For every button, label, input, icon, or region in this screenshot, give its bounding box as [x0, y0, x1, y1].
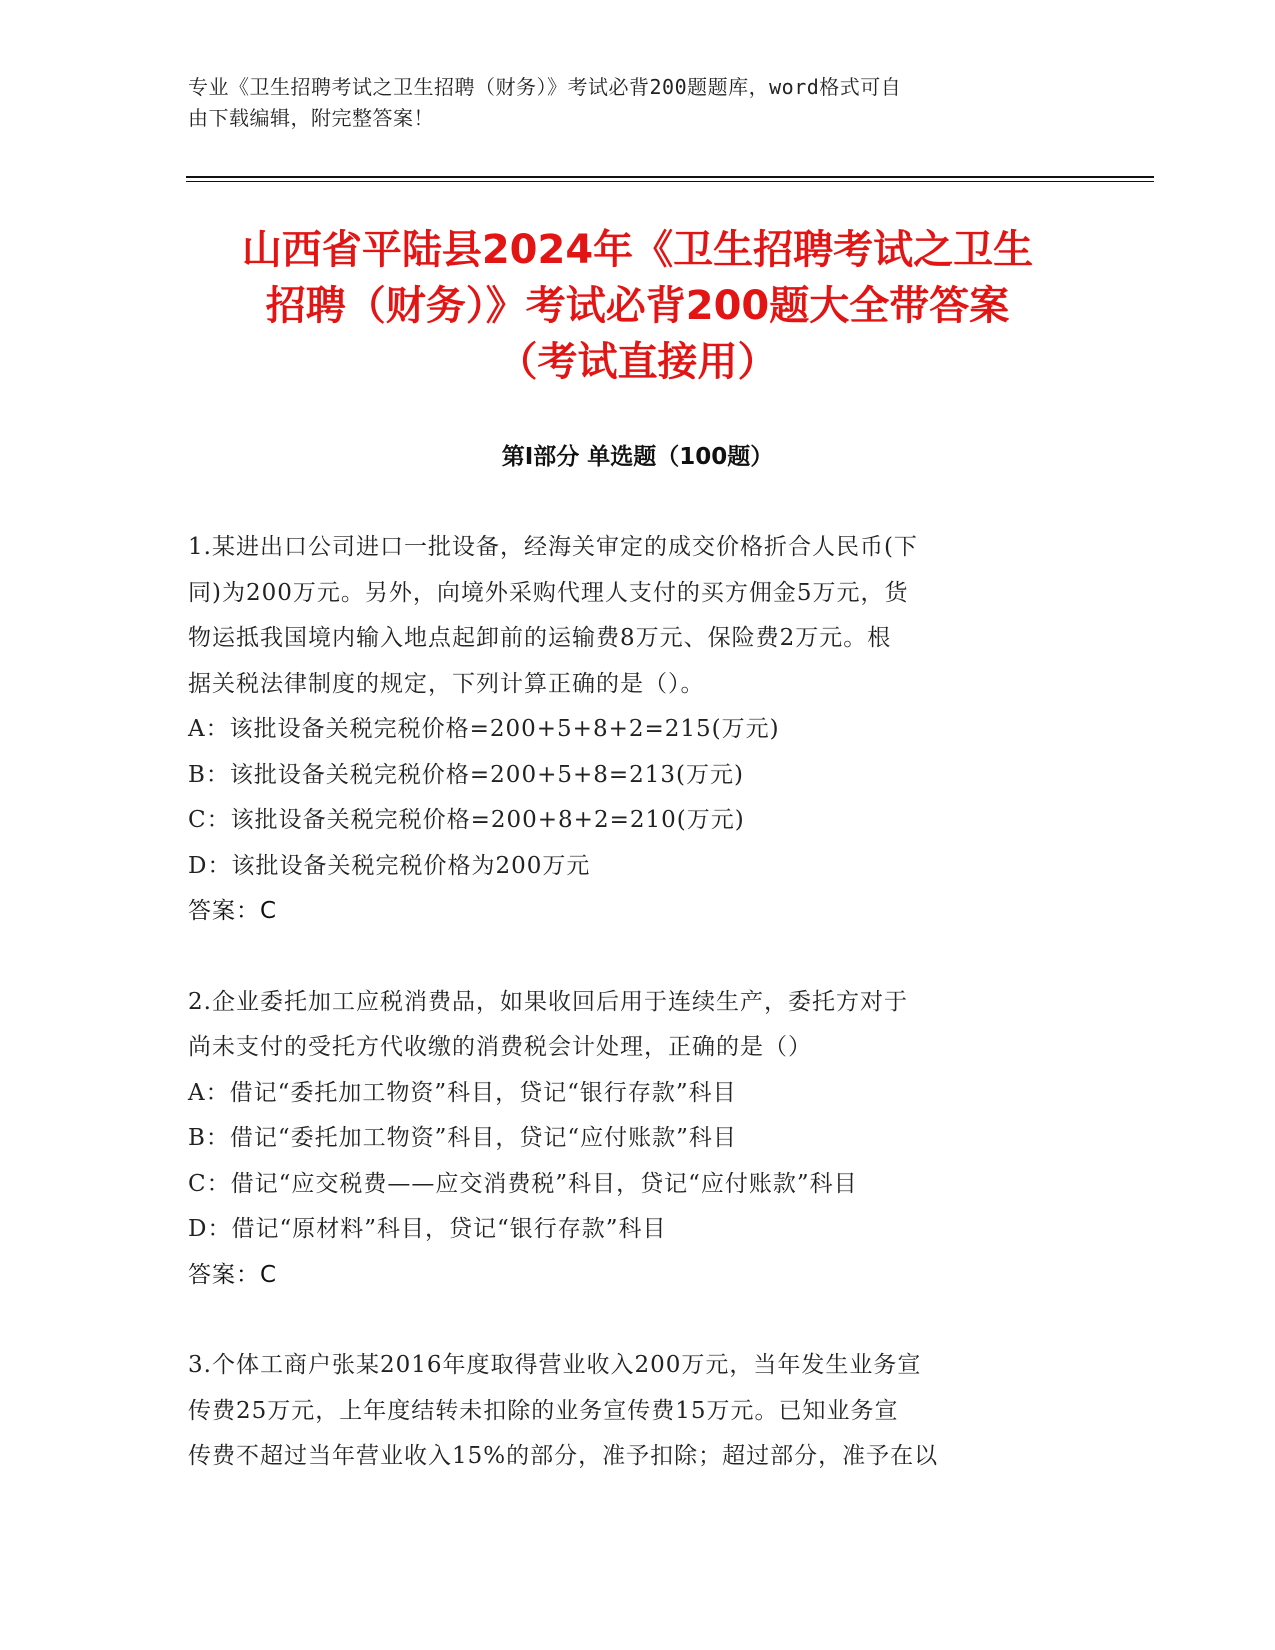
- option-a: A：该批设备关税完税价格=200+5+8+2=215(万元): [188, 716, 780, 742]
- option-b: B：借记“委托加工物资”科目，贷记“应付账款”科目: [188, 1125, 737, 1151]
- title-line: 山西省平陆县2024年《卫生招聘考试之卫生: [241, 227, 1034, 273]
- question-text-line: 2.企业委托加工应税消费品，如果收回后用于连续生产，委托方对于: [188, 988, 908, 1015]
- question-spacer: [188, 935, 1088, 980]
- title-line: 招聘（财务）》考试必背200题大全带答案: [265, 283, 1010, 329]
- answer-label: 答案：C: [188, 898, 278, 924]
- section-heading: 第Ⅰ部分 单选题（100题）: [501, 444, 774, 470]
- question-1: [188, 525, 1088, 935]
- option-a: A：借记“委托加工物资”科目，贷记“银行存款”科目: [188, 1079, 737, 1106]
- question-text-line: 尚未支付的受托方代收缴的消费税会计处理，正确的是（）: [188, 1034, 812, 1060]
- header-note-line: 专业《卫生招聘考试之卫生招聘（财务）》考试必背200题题库，word格式可自: [188, 75, 902, 99]
- question-3: [188, 1343, 1088, 1480]
- question-2: [188, 980, 1088, 1299]
- question-spacer: [188, 1298, 1088, 1343]
- header-note: [188, 72, 1068, 134]
- option-b: B：该批设备关税完税价格=200+5+8=213(万元): [188, 761, 745, 788]
- question-text-line: 1.某进出口公司进口一批设备，经海关审定的成交价格折合人民币(下: [188, 534, 918, 560]
- option-c: C：该批设备关税完税价格=200+8+2=210(万元): [188, 807, 745, 833]
- title-line: （考试直接用）: [497, 339, 778, 385]
- question-text-line: 传费25万元，上年度结转未扣除的业务宣传费15万元。已知业务宣: [188, 1397, 899, 1424]
- header-divider-thick: [186, 176, 1154, 178]
- question-text-line: 传费不超过当年营业收入15%的部分，准予扣除；超过部分，准予在以: [188, 1443, 939, 1469]
- document-title: [150, 222, 1125, 390]
- answer-label: 答案：C: [188, 1261, 278, 1288]
- question-text-line: 同)为200万元。另外，向境外采购代理人支付的买方佣金5万元，货: [188, 579, 909, 606]
- option-d: D：借记“原材料”科目，贷记“银行存款”科目: [188, 1216, 667, 1242]
- option-c: C：借记“应交税费——应交消费税”科目，贷记“应付账款”科目: [188, 1170, 858, 1197]
- header-note-line: 由下载编辑，附完整答案！: [188, 106, 434, 130]
- option-d: D：该批设备关税完税价格为200万元: [188, 852, 591, 879]
- question-text-line: 物运抵我国境内输入地点起卸前的运输费8万元、保险费2万元。根: [188, 625, 892, 651]
- question-text-line: 据关税法律制度的规定，下列计算正确的是（）。: [188, 670, 705, 697]
- header-divider-thin: [186, 181, 1154, 182]
- question-list: [188, 525, 1088, 1480]
- question-text-line: 3.个体工商户张某2016年度取得营业收入200万元，当年发生业务宣: [188, 1352, 922, 1378]
